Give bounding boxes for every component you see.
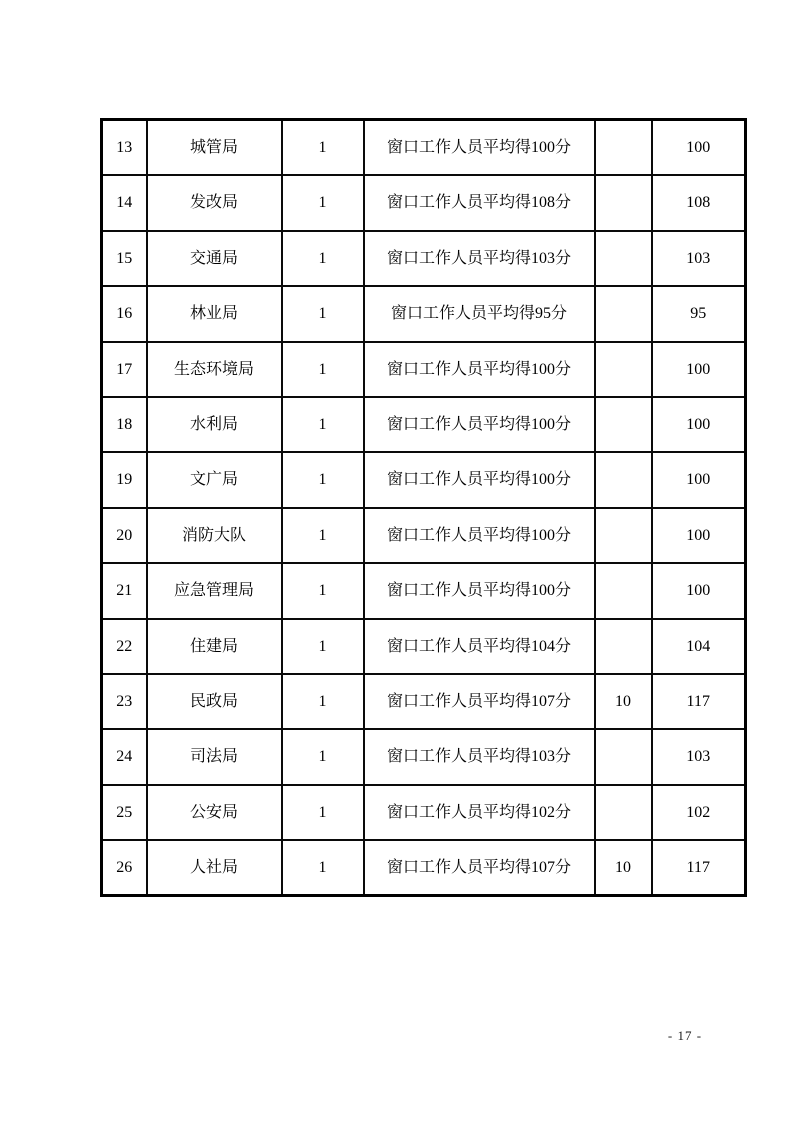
cell-remark: 窗口工作人员平均得95分 <box>364 286 595 341</box>
table-row <box>102 508 746 563</box>
cell-remark: 窗口工作人员平均得100分 <box>364 120 595 176</box>
cell-score: 102 <box>652 785 746 840</box>
cell-bonus <box>595 120 652 176</box>
page-number: - 17 - <box>667 1028 703 1043</box>
table-row <box>102 120 746 176</box>
cell-score: 100 <box>652 563 746 618</box>
cell-remark: 窗口工作人员平均得100分 <box>364 563 595 618</box>
cell-bonus <box>595 342 652 397</box>
cell-count: 1 <box>282 342 364 397</box>
cell-unit: 文广局 <box>147 452 282 507</box>
cell-bonus <box>595 452 652 507</box>
cell-index: 19 <box>102 452 147 507</box>
cell-bonus <box>595 619 652 674</box>
cell-count: 1 <box>282 231 364 286</box>
table-row <box>102 175 746 230</box>
cell-index: 17 <box>102 342 147 397</box>
table-row <box>102 231 746 286</box>
cell-unit: 消防大队 <box>147 508 282 563</box>
cell-score: 117 <box>652 674 746 729</box>
cell-index: 18 <box>102 397 147 452</box>
cell-unit: 公安局 <box>147 785 282 840</box>
cell-count: 1 <box>282 175 364 230</box>
cell-score: 100 <box>652 397 746 452</box>
cell-index: 16 <box>102 286 147 341</box>
cell-bonus <box>595 729 652 784</box>
cell-count: 1 <box>282 674 364 729</box>
cell-count: 1 <box>282 619 364 674</box>
cell-count: 1 <box>282 397 364 452</box>
cell-index: 23 <box>102 674 147 729</box>
cell-index: 21 <box>102 563 147 618</box>
cell-unit: 水利局 <box>147 397 282 452</box>
cell-unit: 住建局 <box>147 619 282 674</box>
cell-bonus <box>595 785 652 840</box>
cell-count: 1 <box>282 785 364 840</box>
cell-index: 25 <box>102 785 147 840</box>
cell-score: 104 <box>652 619 746 674</box>
cell-index: 15 <box>102 231 147 286</box>
cell-remark: 窗口工作人员平均得107分 <box>364 674 595 729</box>
cell-count: 1 <box>282 840 364 896</box>
score-table <box>100 118 747 897</box>
table-row <box>102 397 746 452</box>
cell-count: 1 <box>282 452 364 507</box>
score-table-body <box>102 120 746 896</box>
cell-count: 1 <box>282 729 364 784</box>
cell-remark: 窗口工作人员平均得100分 <box>364 452 595 507</box>
cell-score: 100 <box>652 342 746 397</box>
cell-remark: 窗口工作人员平均得100分 <box>364 342 595 397</box>
cell-index: 20 <box>102 508 147 563</box>
table-row <box>102 452 746 507</box>
cell-remark: 窗口工作人员平均得104分 <box>364 619 595 674</box>
cell-score: 103 <box>652 729 746 784</box>
cell-score: 108 <box>652 175 746 230</box>
cell-count: 1 <box>282 508 364 563</box>
cell-count: 1 <box>282 563 364 618</box>
cell-unit: 交通局 <box>147 231 282 286</box>
cell-bonus: 10 <box>595 840 652 896</box>
cell-score: 100 <box>652 508 746 563</box>
cell-bonus <box>595 508 652 563</box>
cell-index: 13 <box>102 120 147 176</box>
table-row <box>102 286 746 341</box>
cell-bonus <box>595 563 652 618</box>
cell-score: 95 <box>652 286 746 341</box>
cell-score: 117 <box>652 840 746 896</box>
cell-index: 24 <box>102 729 147 784</box>
table-row <box>102 563 746 618</box>
cell-unit: 林业局 <box>147 286 282 341</box>
cell-score: 103 <box>652 231 746 286</box>
cell-unit: 城管局 <box>147 120 282 176</box>
cell-remark: 窗口工作人员平均得100分 <box>364 397 595 452</box>
cell-remark: 窗口工作人员平均得100分 <box>364 508 595 563</box>
cell-remark: 窗口工作人员平均得108分 <box>364 175 595 230</box>
cell-count: 1 <box>282 286 364 341</box>
cell-count: 1 <box>282 120 364 176</box>
cell-unit: 应急管理局 <box>147 563 282 618</box>
table-row <box>102 342 746 397</box>
cell-unit: 生态环境局 <box>147 342 282 397</box>
cell-bonus: 10 <box>595 674 652 729</box>
cell-score: 100 <box>652 120 746 176</box>
cell-remark: 窗口工作人员平均得102分 <box>364 785 595 840</box>
cell-remark: 窗口工作人员平均得103分 <box>364 231 595 286</box>
cell-remark: 窗口工作人员平均得103分 <box>364 729 595 784</box>
cell-bonus <box>595 397 652 452</box>
cell-unit: 民政局 <box>147 674 282 729</box>
table-row <box>102 840 746 896</box>
cell-unit: 发改局 <box>147 175 282 230</box>
cell-bonus <box>595 286 652 341</box>
table-row <box>102 619 746 674</box>
cell-index: 22 <box>102 619 147 674</box>
table-row <box>102 785 746 840</box>
cell-index: 14 <box>102 175 147 230</box>
cell-index: 26 <box>102 840 147 896</box>
cell-bonus <box>595 175 652 230</box>
cell-score: 100 <box>652 452 746 507</box>
cell-unit: 人社局 <box>147 840 282 896</box>
cell-unit: 司法局 <box>147 729 282 784</box>
cell-remark: 窗口工作人员平均得107分 <box>364 840 595 896</box>
cell-bonus <box>595 231 652 286</box>
table-row <box>102 729 746 784</box>
table-row <box>102 674 746 729</box>
